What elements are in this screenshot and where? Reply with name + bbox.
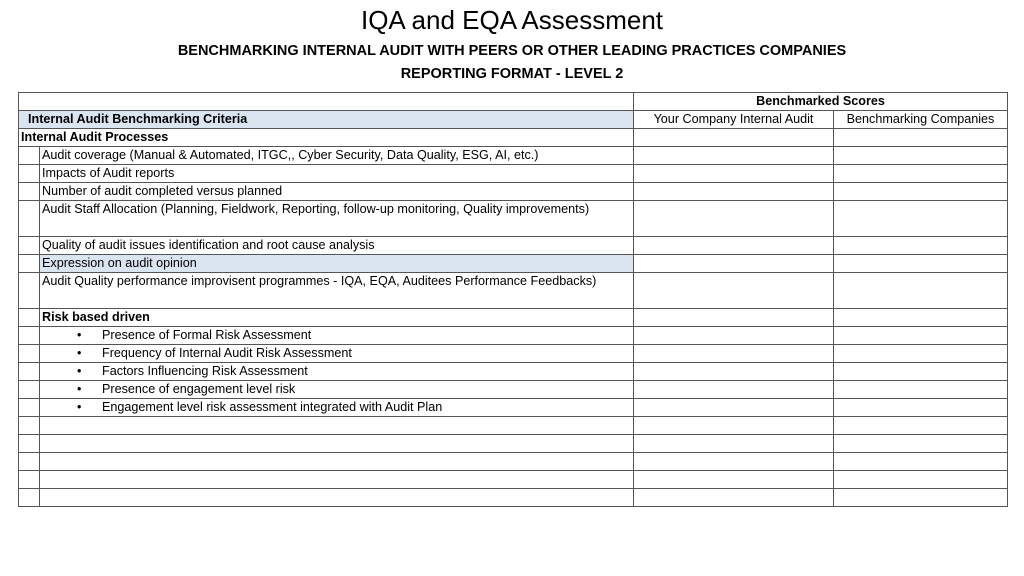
score-cell[interactable]: [634, 165, 834, 183]
score-cell[interactable]: [634, 453, 834, 471]
score-cell[interactable]: [834, 399, 1008, 417]
indent-cell: [19, 201, 40, 237]
criteria-cell: Impacts of Audit reports: [40, 165, 634, 183]
section-title-processes: Internal Audit Processes: [19, 129, 634, 147]
table-row: [19, 327, 1008, 345]
score-cell[interactable]: [834, 345, 1008, 363]
indent-cell: [19, 327, 40, 345]
table-row: [19, 255, 1008, 273]
criteria-cell[interactable]: [40, 489, 634, 507]
indent-cell: [19, 309, 40, 327]
score-cell[interactable]: [834, 309, 1008, 327]
bullet-icon: •: [77, 346, 82, 360]
empty-row: [19, 489, 1008, 507]
table-row: [19, 381, 1008, 399]
score-cell[interactable]: [634, 255, 834, 273]
empty-row: [19, 435, 1008, 453]
risk-item-label: Factors Influencing Risk Assessment: [102, 364, 308, 378]
score-cell[interactable]: [634, 129, 834, 147]
score-cell[interactable]: [834, 327, 1008, 345]
risk-item-label: Presence of Formal Risk Assessment: [102, 328, 312, 342]
score-cell[interactable]: [634, 327, 834, 345]
indent-cell: [19, 489, 40, 507]
criteria-cell: [40, 327, 634, 345]
table-column-header-row: [19, 111, 1008, 129]
score-cell[interactable]: [834, 201, 1008, 237]
table-row: [19, 237, 1008, 255]
score-cell[interactable]: [834, 381, 1008, 399]
indent-cell: [19, 345, 40, 363]
table-row: [19, 345, 1008, 363]
criteria-cell[interactable]: [40, 417, 634, 435]
table-row: [19, 201, 1008, 237]
criteria-cell: Audit Staff Allocation (Planning, Fieldwork, Reporting, follow-up monitoring, Quality improvements): [40, 201, 634, 237]
score-cell[interactable]: [834, 273, 1008, 309]
empty-row: [19, 471, 1008, 489]
score-cell[interactable]: [634, 201, 834, 237]
bullet-icon: •: [77, 382, 82, 396]
empty-row: [19, 453, 1008, 471]
score-cell[interactable]: [634, 417, 834, 435]
report-format-label: REPORTING FORMAT - LEVEL 2: [400, 66, 624, 82]
indent-cell: [19, 363, 40, 381]
score-cell[interactable]: [834, 183, 1008, 201]
criteria-cell: [40, 363, 634, 381]
indent-cell: [19, 165, 40, 183]
score-cell[interactable]: [834, 237, 1008, 255]
benchmarked-scores-header: Benchmarked Scores: [634, 93, 1008, 111]
score-cell[interactable]: [834, 363, 1008, 381]
score-cell[interactable]: [634, 345, 834, 363]
table-row: [19, 165, 1008, 183]
bullet-icon: •: [77, 328, 82, 342]
criteria-cell: Quality of audit issues identification and root cause analysis: [40, 237, 634, 255]
score-cell[interactable]: [834, 453, 1008, 471]
risk-item-label: Presence of engagement level risk: [102, 382, 296, 396]
risk-item-label: Engagement level risk assessment integrated with Audit Plan: [102, 400, 443, 414]
section-row: [19, 309, 1008, 327]
criteria-cell[interactable]: [40, 471, 634, 489]
criteria-cell: Audit Quality performance improvisent programmes - IQA, EQA, Auditees Performance Feedbacks): [40, 273, 634, 309]
score-cell[interactable]: [634, 273, 834, 309]
score-cell[interactable]: [634, 309, 834, 327]
score-cell[interactable]: [834, 417, 1008, 435]
section-title-risk: Risk based driven: [40, 309, 634, 327]
score-cell[interactable]: [834, 435, 1008, 453]
page-title: IQA and EQA Assessment: [360, 5, 664, 35]
score-cell[interactable]: [834, 165, 1008, 183]
score-cell[interactable]: [634, 363, 834, 381]
indent-cell: [19, 453, 40, 471]
table-group-header-row: [19, 93, 1008, 111]
score-cell[interactable]: [834, 147, 1008, 165]
score-cell[interactable]: [834, 129, 1008, 147]
indent-cell: [19, 399, 40, 417]
table-row: [19, 183, 1008, 201]
benchmark-column-header: Benchmarking Companies: [834, 111, 1008, 129]
score-cell[interactable]: [834, 255, 1008, 273]
benchmark-table: [18, 92, 1008, 507]
criteria-cell[interactable]: [40, 435, 634, 453]
criteria-cell[interactable]: [40, 453, 634, 471]
score-cell[interactable]: [634, 237, 834, 255]
risk-item-label: Frequency of Internal Audit Risk Assessment: [102, 346, 352, 360]
score-cell[interactable]: [634, 399, 834, 417]
score-cell[interactable]: [834, 471, 1008, 489]
criteria-cell: [40, 345, 634, 363]
score-cell[interactable]: [634, 183, 834, 201]
table-row: [19, 399, 1008, 417]
section-row: [19, 129, 1008, 147]
indent-cell: [19, 435, 40, 453]
criteria-cell: Number of audit completed versus planned: [40, 183, 634, 201]
indent-cell: [19, 273, 40, 309]
score-cell[interactable]: [634, 471, 834, 489]
indent-cell: [19, 183, 40, 201]
indent-cell: [19, 255, 40, 273]
score-cell[interactable]: [634, 147, 834, 165]
table-row: [19, 273, 1008, 309]
criteria-cell: [40, 381, 634, 399]
blank-header-cell: [19, 93, 634, 111]
indent-cell: [19, 471, 40, 489]
criteria-header: Internal Audit Benchmarking Criteria: [19, 111, 634, 129]
score-cell[interactable]: [634, 435, 834, 453]
criteria-cell: [40, 399, 634, 417]
table-row: [19, 147, 1008, 165]
indent-cell: [19, 147, 40, 165]
score-cell[interactable]: [634, 489, 834, 507]
page-subtitle: BENCHMARKING INTERNAL AUDIT WITH PEERS OR OTHER LEADING PRACTICES COMPANIES: [177, 43, 847, 59]
criteria-cell: Expression on audit opinion: [40, 255, 634, 273]
score-cell[interactable]: [634, 381, 834, 399]
indent-cell: [19, 237, 40, 255]
indent-cell: [19, 381, 40, 399]
empty-row: [19, 417, 1008, 435]
indent-cell: [19, 417, 40, 435]
bullet-icon: •: [77, 400, 82, 414]
table-row: [19, 363, 1008, 381]
criteria-cell: Audit coverage (Manual & Automated, ITGC,, Cyber Security, Data Quality, ESG, AI, etc.): [40, 147, 634, 165]
company-column-header: Your Company Internal Audit: [634, 111, 834, 129]
score-cell[interactable]: [834, 489, 1008, 507]
bullet-icon: •: [77, 364, 82, 378]
